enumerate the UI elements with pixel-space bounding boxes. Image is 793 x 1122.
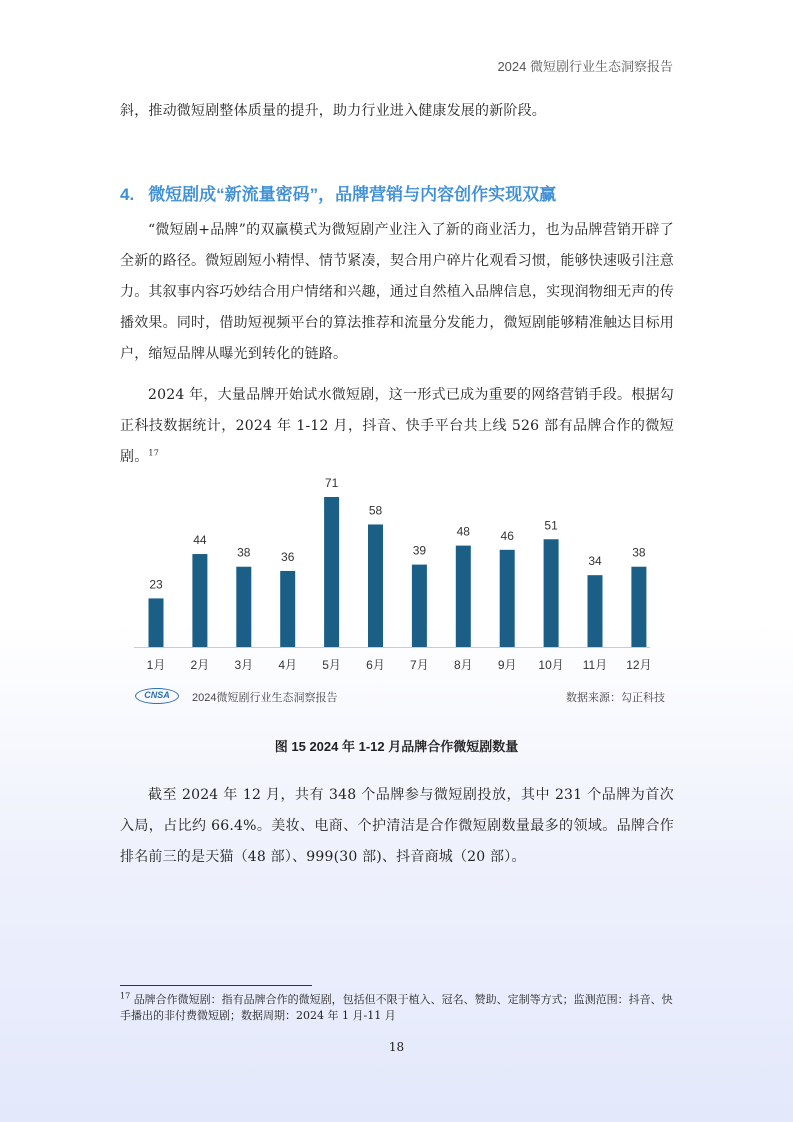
data-label: 38 <box>237 545 251 560</box>
x-tick-label: 12月 <box>626 658 652 672</box>
data-label: 44 <box>193 533 207 548</box>
data-label: 46 <box>500 528 514 543</box>
data-label: 38 <box>632 545 646 560</box>
bar-8月 <box>456 546 471 647</box>
bar-4月 <box>280 571 295 647</box>
data-label: 71 <box>324 476 339 490</box>
x-tick-label: 4月 <box>278 658 298 672</box>
bar-6月 <box>368 524 383 647</box>
intro-tail-paragraph: 斜，推动微短剧整体质量的提升，助力行业进入健康发展的新阶段。 <box>120 103 546 119</box>
paragraph-brand-count: 截至 2024 年 12 月，共有 348 个品牌参与微短剧投放，其中 231 个品牌为首次入局，占比约 66.4%。美妆、电商、个护清洁是合作微短剧数量最多的领域。品牌合作排名前三的是天猫（48 部）、999(30 部)、抖音商城（20 部）。 <box>120 787 674 865</box>
x-tick-label: 1月 <box>146 658 166 672</box>
x-tick-label: 8月 <box>453 658 473 672</box>
chart-report-name: 2024微短剧行业生态洞察报告 <box>192 692 338 704</box>
data-label: 48 <box>456 524 470 539</box>
data-label: 34 <box>588 554 602 569</box>
page-number: 18 <box>388 1040 405 1054</box>
x-tick-label: 11月 <box>582 658 608 672</box>
paragraph-brand-stats <box>120 380 674 473</box>
header-title: 2024 微短剧行业生态洞察报告 <box>497 59 673 74</box>
bar-1月 <box>149 598 164 647</box>
bar-3月 <box>236 567 251 647</box>
chart-source-bar <box>135 688 665 706</box>
figure-caption: 图 15 2024 年 1-12 月品牌合作微短剧数量 <box>274 739 519 754</box>
x-tick-label: 6月 <box>366 658 385 672</box>
x-tick-label: 9月 <box>497 658 517 672</box>
chart-data-source: 数据来源：勾正科技 <box>566 692 665 704</box>
bar-11月 <box>588 575 603 647</box>
data-label: 36 <box>281 549 295 564</box>
section-title: 微短剧成“新流量密码”，品牌营销与内容创作实现双赢 <box>148 185 557 204</box>
paragraph-brand-stats-text: 2024 年，大量品牌开始试水微短剧，这一形式已成为重要的网络营销手段。根据勾正科技数据统计，2024 年 1-12 月，抖音、快手平台共上线 526 部有品牌合作的微短剧。 <box>120 387 674 465</box>
footnote-text: 品牌合作微短剧：指有品牌合作的微短剧，包括但不限于植入、冠名、赞助、定制等方式；监测范围：抖音、快手播出的非付费微短剧；数据周期：2024 年 1 月-11 月 <box>120 993 673 1022</box>
bar-5月 <box>324 497 339 647</box>
bar-9月 <box>500 550 515 647</box>
section-heading <box>120 180 556 205</box>
data-label: 51 <box>544 518 558 533</box>
x-tick-label: 10月 <box>538 658 564 672</box>
bar-12月 <box>631 567 646 647</box>
footnote-ref-marker[interactable]: 17 <box>148 448 159 458</box>
footnote <box>120 992 674 1024</box>
data-label: 23 <box>149 577 163 592</box>
paragraph-brand-win-win: “微短剧+品牌”的双赢模式为微短剧产业注入了新的商业活力，也为品牌营销开辟了全新的路径。微短剧短小精悍、情节紧凑，契合用户碎片化观看习惯，能够快速吸引注意力。其叙事内容巧妙结合用户情绪和兴趣，通过自然植入品牌信息，实现润物细无声的传播效果。同时，借助短视频平台的算法推荐和流量分发能力，微短剧能够精准触达目标用户，缩短品牌从曝光到转化的链路。 <box>120 222 674 362</box>
x-tick-label: 7月 <box>410 658 429 672</box>
x-tick-label: 5月 <box>322 658 341 672</box>
section-number: 4. <box>120 185 135 204</box>
x-tick-label: 2月 <box>190 658 210 672</box>
brand-cooperation-bar-chart <box>120 470 670 680</box>
data-label: 58 <box>368 503 383 518</box>
cnsa-logo: CNSA <box>135 688 179 704</box>
bar-2月 <box>192 554 207 647</box>
footnote-number: 17 <box>120 991 131 1001</box>
bar-10月 <box>544 539 559 647</box>
x-tick-label: 3月 <box>234 658 254 672</box>
footnote-divider <box>120 985 312 986</box>
bar-7月 <box>412 565 427 647</box>
data-label: 39 <box>412 543 427 558</box>
